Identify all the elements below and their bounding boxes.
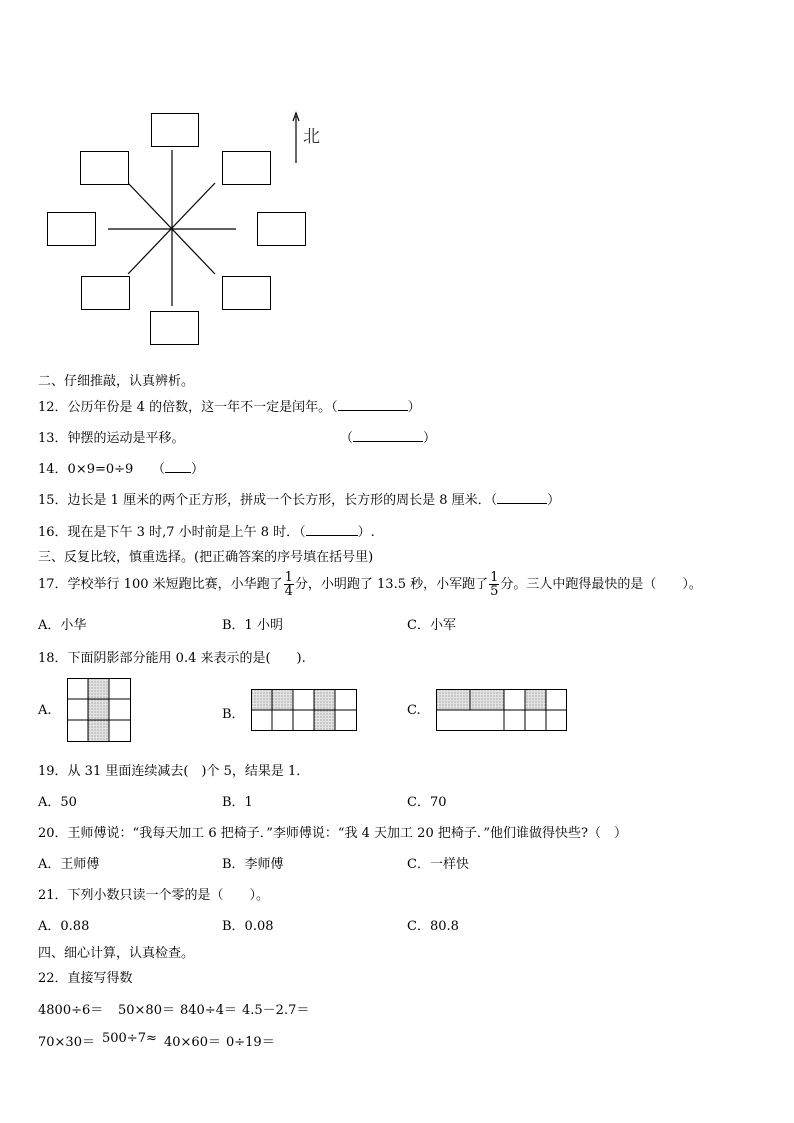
question-14-answer <box>152 458 204 477</box>
answer-box-southeast[interactable] <box>222 276 271 310</box>
calc-70-times-30: 70×30＝ <box>38 1035 95 1050</box>
question-16 <box>38 521 375 540</box>
question-19: 19．从 31 里面连续减去( )个 5，结果是 1． <box>38 764 310 779</box>
question-12-text: 12．公历年份是 4 的倍数，这一年不一定是闰年。（ <box>38 400 338 415</box>
q17-option-b[interactable]: B．1 小明 <box>222 618 283 633</box>
calc-40-times-60: 40×60＝ <box>164 1035 221 1050</box>
q21-option-c[interactable]: C．80.8 <box>407 919 459 934</box>
question-12 <box>38 396 421 415</box>
question-14-open: （ <box>152 462 166 477</box>
question-15-text: 15．边长是 1 厘米的两个正方形，拼成一个长方形，长方形的周长是 8 厘米．（ <box>38 493 498 508</box>
q19-option-a[interactable]: A．50 <box>38 795 77 810</box>
fraction-one-quarter: $\frac{1}{4}$ <box>284 570 293 599</box>
q18-option-b-label[interactable]: B． <box>222 707 245 722</box>
calc-500-div-7: 500÷7≈ <box>102 1031 157 1046</box>
question-16-text: 16．现在是下午 3 时,7 小时前是上午 8 时．（ <box>38 525 306 540</box>
question-12-close: ） <box>407 400 421 415</box>
question-20: 20．王师傅说：“我每天加工 6 把椅子．”李师傅说：“我 4 天加工 20 把椅子．”他们谁做得快些?（ ） <box>38 826 627 841</box>
calc-4-5-minus-2-7: 4.5－2.7＝ <box>242 1003 310 1018</box>
calc-50-times-80: 50×80＝ <box>118 1003 175 1018</box>
question-14-text: 14．0×9=0÷9 <box>38 462 134 477</box>
question-21: 21．下列小数只读一个零的是（ ）。 <box>38 888 270 903</box>
answer-blank-15[interactable] <box>497 503 547 504</box>
answer-box-northeast[interactable] <box>222 151 271 185</box>
question-16-close: ）. <box>357 525 375 540</box>
q18-option-a-label[interactable]: A. <box>38 703 52 718</box>
q17-option-a[interactable]: A．小华 <box>38 618 87 633</box>
question-22: 22．直接写得数 <box>38 971 133 986</box>
answer-blank-12[interactable] <box>338 410 408 411</box>
question-15-close: ） <box>547 493 561 508</box>
q21-option-b[interactable]: B．0.08 <box>222 919 274 934</box>
section-4-heading: 四、细心计算，认真检查。 <box>38 946 195 961</box>
q18-option-b-grid[interactable] <box>251 689 357 731</box>
answer-blank-13[interactable] <box>353 441 423 442</box>
q19-option-b[interactable]: B．1 <box>222 795 253 810</box>
q20-option-a[interactable]: A．王师傅 <box>38 857 100 872</box>
question-15 <box>38 489 560 508</box>
north-arrow-icon <box>293 113 299 163</box>
q19-option-c[interactable]: C．70 <box>407 795 447 810</box>
answer-box-south[interactable] <box>150 311 199 345</box>
question-13-answer <box>340 427 436 446</box>
fraction-one-fifth: $\frac{1}{5}$ <box>490 570 499 599</box>
question-13-text: 13．钟摆的运动是平移。 <box>38 431 185 446</box>
answer-box-east[interactable] <box>257 212 306 246</box>
q20-option-c[interactable]: C．一样快 <box>407 857 469 872</box>
question-17-part3: 分。三人中跑得最快的是（ ）。 <box>500 577 702 592</box>
answer-box-southwest[interactable] <box>81 276 130 310</box>
question-17-part1: 17．学校举行 100 米短跑比赛，小华跑了 <box>38 577 283 592</box>
q18-option-a-grid[interactable] <box>67 678 131 742</box>
answer-blank-16[interactable] <box>306 535 358 536</box>
question-13 <box>38 427 185 446</box>
question-13-close: ） <box>423 431 437 446</box>
answer-box-northwest[interactable] <box>80 151 129 185</box>
q18-option-c-label[interactable]: C. <box>407 703 421 718</box>
answer-blank-14[interactable] <box>165 472 191 473</box>
section-2-heading: 二、仔细推敲，认真辨析。 <box>38 374 195 389</box>
calc-840-div-4: 840÷4＝ <box>180 1003 237 1018</box>
question-14-close: ） <box>191 462 205 477</box>
question-14 <box>38 458 133 477</box>
calc-4800-div-6: 4800÷6＝ <box>38 1003 104 1018</box>
q18-option-c-grid[interactable] <box>436 689 567 731</box>
section-3-heading: 三、反复比较，慎重选择。(把正确答案的序号填在括号里) <box>38 550 374 565</box>
q20-option-b[interactable]: B．李师傅 <box>222 857 284 872</box>
question-13-open: （ <box>340 431 354 446</box>
q21-option-a[interactable]: A．0.88 <box>38 919 90 934</box>
question-17 <box>38 568 702 602</box>
calc-0-div-19: 0÷19＝ <box>226 1035 275 1050</box>
answer-box-west[interactable] <box>47 212 96 246</box>
answer-box-north[interactable] <box>151 113 199 147</box>
question-18: 18．下面阴影部分能用 0.4 来表示的是( ). <box>38 651 306 666</box>
q17-option-c[interactable]: C．小军 <box>407 618 456 633</box>
north-label: 北 <box>303 127 320 147</box>
question-17-part2: 分，小明跑了 13.5 秒，小军跑了 <box>294 577 489 592</box>
